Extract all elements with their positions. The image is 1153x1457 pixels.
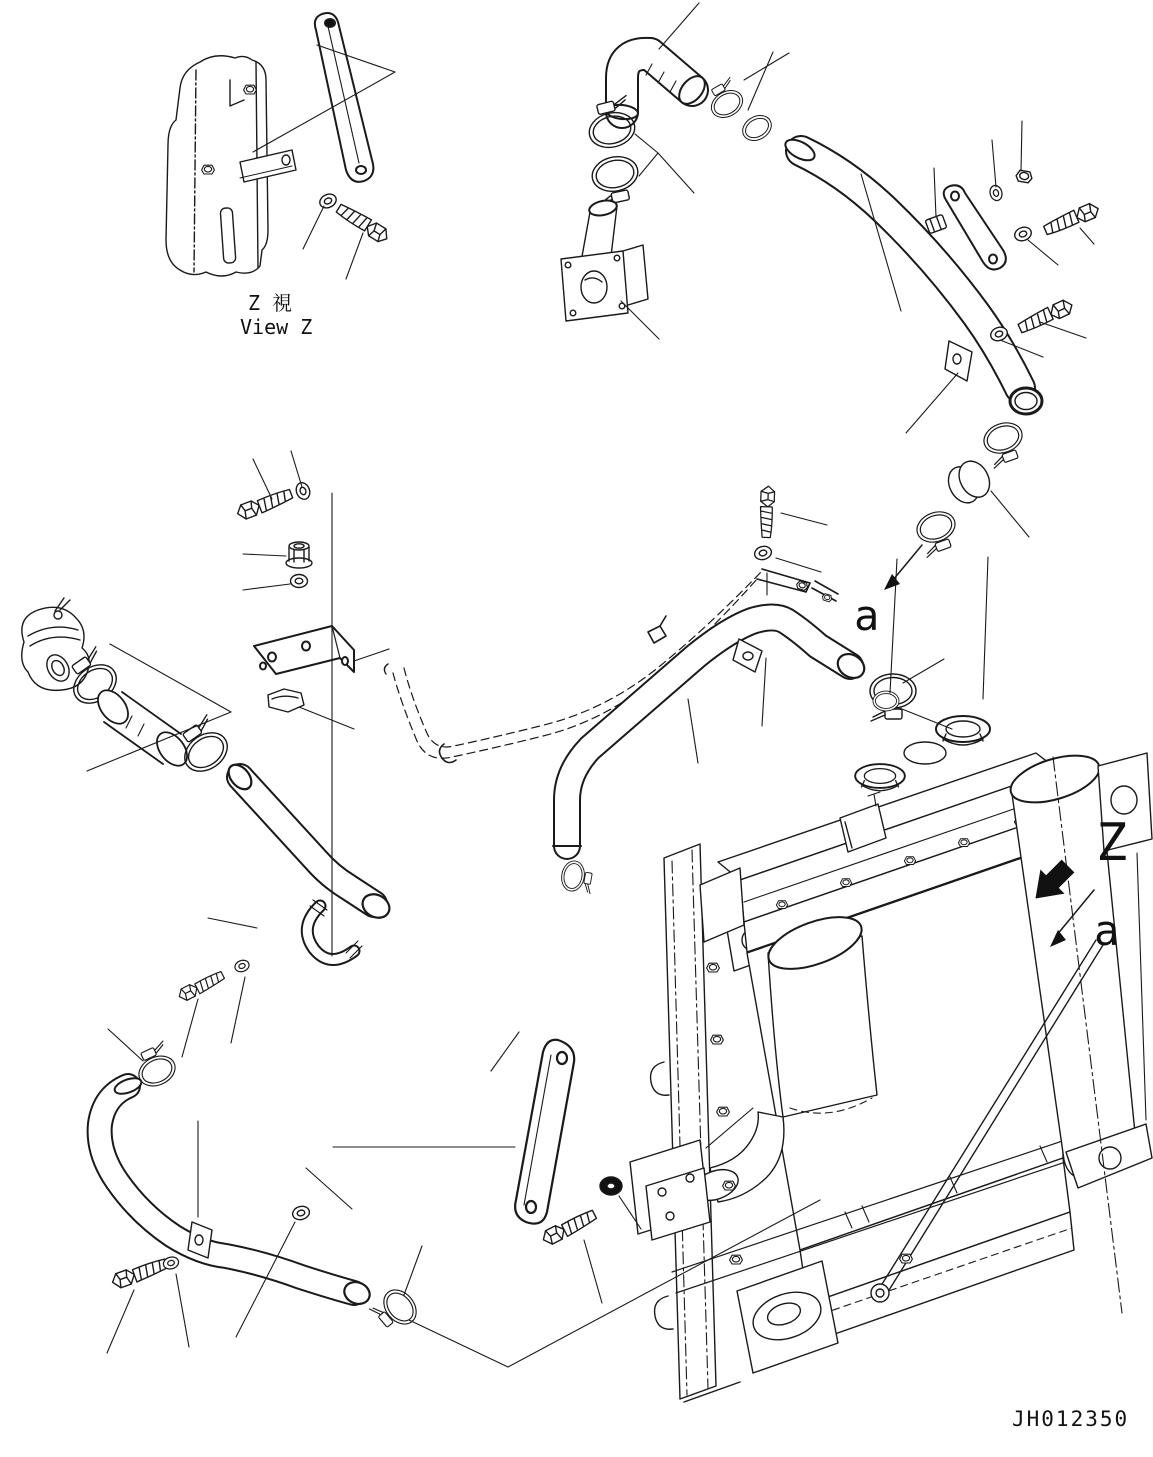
connector-sleeve-icon (942, 456, 995, 508)
bolt-icon (335, 202, 391, 245)
hose-clamp-icon (913, 507, 963, 558)
connector-ring-icon (738, 110, 776, 145)
washer-icon (318, 192, 339, 211)
pipe-tab-icon (945, 341, 972, 381)
bolt-icon (177, 969, 226, 1002)
washer-icon (291, 1205, 311, 1222)
detail-a-right-label: a (1094, 906, 1120, 955)
drawing-number: JH012350 (1012, 1407, 1130, 1431)
bolt-icon (235, 487, 294, 521)
short-hose-icon (92, 685, 193, 772)
cap-boss-icon (904, 742, 946, 764)
inlet-flange-tube-icon (561, 198, 648, 321)
elbow-hose-group (561, 54, 776, 321)
strap-brace-icon (315, 13, 374, 182)
overflow-tube-end-icon (757, 569, 838, 602)
nut-icon (1015, 170, 1033, 184)
lower-radiator-hose-group (100, 1041, 423, 1338)
view-arrow-label: Z (1096, 813, 1128, 873)
mounting-plate-icon (630, 1140, 710, 1240)
u-bolt-icon (307, 900, 362, 960)
hose-tab-icon (733, 639, 762, 672)
detail-a-mid-arrow (884, 545, 922, 590)
mid-bracket-group (235, 481, 354, 712)
view-z-label-en: View Z (240, 315, 313, 339)
detail-a-mid-label: a (854, 591, 880, 640)
washer-icon (291, 575, 308, 588)
washer-icon (294, 481, 312, 501)
hose-clamp-icon (559, 859, 595, 894)
clamp-piece-icon (268, 689, 304, 712)
bolt-icon (110, 1256, 169, 1290)
support-strap-group (515, 1040, 622, 1247)
bolt-icon (1017, 298, 1075, 336)
flange-nut-icon (286, 542, 312, 568)
filler-cap-icon (936, 716, 990, 745)
lower-pipe-icon (224, 760, 393, 922)
view-z-inset (166, 13, 391, 276)
upper-pipe-group (782, 135, 1101, 557)
washer-icon (873, 691, 899, 711)
mount-bracket-icon (254, 626, 354, 674)
hose-clamp-icon (980, 418, 1030, 469)
washer-icon (1013, 225, 1033, 243)
washer-icon (600, 1177, 622, 1195)
bolt-icon (759, 486, 774, 538)
filler-cap-icon (855, 764, 905, 791)
washer-icon (233, 958, 250, 973)
support-strap-icon (515, 1040, 574, 1224)
hose-clamp-icon (702, 77, 748, 123)
bolt-icon (1043, 201, 1101, 237)
hose-clamp-icon (589, 153, 644, 209)
view-z-label-ja: Z 視 (248, 291, 293, 315)
bolt-icon (540, 1208, 598, 1247)
radiator-assembly (630, 691, 1152, 1402)
washer-icon (753, 545, 773, 562)
hose-clamp-icon (369, 1284, 423, 1338)
